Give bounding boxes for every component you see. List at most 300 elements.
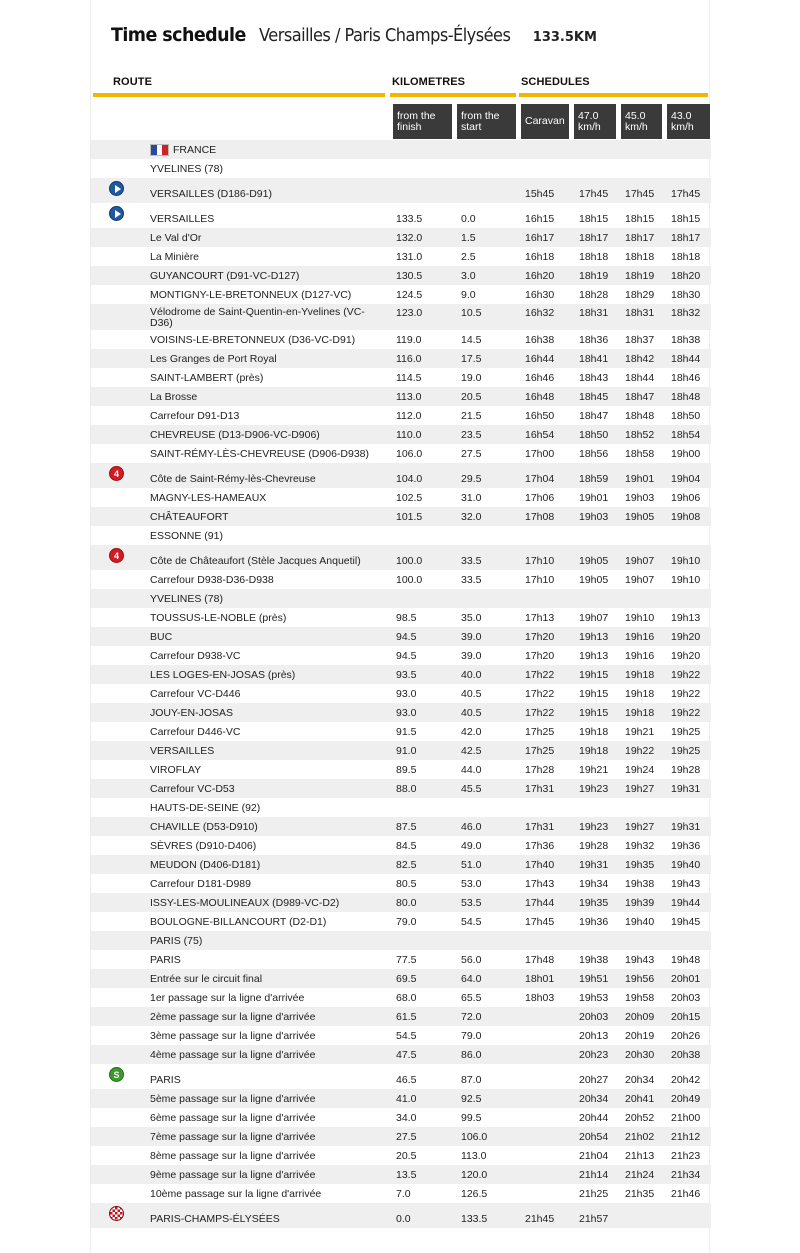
time-43kmh: 20h03: [671, 992, 701, 1004]
time-45kmh: 19h07: [625, 555, 655, 567]
location-name: VOISINS-LE-BRETONNEUX (D36-VC-D91): [150, 334, 356, 346]
km-from-finish: 84.5: [396, 840, 417, 852]
location-name: La Brosse: [150, 391, 198, 403]
time-45kmh: 19h16: [625, 631, 655, 643]
km-from-finish: 80.0: [396, 897, 417, 909]
km-from-finish: 13.5: [396, 1169, 417, 1181]
km-from-finish: 93.0: [396, 688, 417, 700]
time-47kmh: 18h31: [579, 307, 609, 319]
time-47kmh: 18h36: [579, 334, 609, 346]
time-43kmh: 18h20: [671, 270, 701, 282]
km-from-start: 0.0: [461, 213, 476, 225]
time-43kmh: 18h44: [671, 353, 701, 365]
km-from-start: 19.0: [461, 372, 482, 384]
time-47kmh: 19h13: [579, 650, 609, 662]
time-43kmh: 20h26: [671, 1030, 701, 1042]
table-row: [91, 817, 711, 836]
caravan-time: 16h54: [525, 429, 555, 441]
time-43kmh: 19h22: [671, 669, 701, 681]
time-47kmh: 18h15: [579, 213, 609, 225]
location-name: GUYANCOURT (D91-VC-D127): [150, 270, 300, 282]
table-row: [91, 570, 711, 589]
time-47kmh: 18h28: [579, 289, 609, 301]
caravan-time: 17h13: [525, 612, 555, 624]
caravan-time: 17h45: [525, 916, 555, 928]
table-row: [91, 266, 711, 285]
table-row: [91, 608, 711, 627]
time-47kmh: 19h28: [579, 840, 609, 852]
table-row: [91, 507, 711, 526]
table-row: [91, 893, 711, 912]
location-name: MONTIGNY-LE-BRETONNEUX (D127-VC): [150, 289, 352, 301]
time-47kmh: 19h36: [579, 916, 609, 928]
caravan-time: 17h36: [525, 840, 555, 852]
speed-43-column-button[interactable]: 43.0 km/h: [667, 104, 710, 139]
time-43kmh: 18h32: [671, 307, 701, 319]
km-from-finish: 116.0: [396, 353, 422, 365]
location-name: 6ème passage sur la ligne d'arrivée: [150, 1112, 316, 1124]
time-47kmh: 21h57: [579, 1213, 609, 1225]
km-from-start: 42.5: [461, 745, 482, 757]
km-from-finish: 47.5: [396, 1049, 417, 1061]
time-43kmh: 18h48: [671, 391, 701, 403]
time-schedule-panel: [90, 0, 710, 1253]
location-name: VERSAILLES: [150, 745, 215, 757]
time-45kmh: 19h22: [625, 745, 655, 757]
caravan-time: 17h31: [525, 783, 555, 795]
caravan-time: 17h22: [525, 707, 555, 719]
table-row: [91, 969, 711, 988]
time-47kmh: 19h05: [579, 555, 609, 567]
caravan-time: 18h01: [525, 973, 555, 985]
km-from-start: 79.0: [461, 1030, 482, 1042]
location-name: PARIS: [150, 1074, 181, 1086]
location-name: Carrefour D91-D13: [150, 410, 240, 422]
location-name: CHÂTEAUFORT: [150, 511, 229, 523]
location-name: Entrée sur le circuit final: [150, 973, 263, 985]
time-47kmh: 18h45: [579, 391, 609, 403]
time-45kmh: 19h27: [625, 783, 655, 795]
km-from-start: 29.5: [461, 473, 482, 485]
km-from-start: 99.5: [461, 1112, 482, 1124]
km-from-start: 3.0: [461, 270, 476, 282]
km-from-finish: 110.0: [396, 429, 422, 441]
km-from-start: 21.5: [461, 410, 482, 422]
location-name: SAINT-RÉMY-LÈS-CHEVREUSE (D906-D938): [150, 448, 370, 460]
time-43kmh: 19h08: [671, 511, 701, 523]
time-47kmh: 19h34: [579, 878, 609, 890]
km-from-finish: 124.5: [396, 289, 423, 301]
km-from-finish: 91.5: [396, 726, 417, 738]
km-from-finish: 93.0: [396, 707, 417, 719]
km-from-finish: 123.0: [396, 307, 423, 319]
caravan-time: 21h45: [525, 1213, 555, 1225]
table-row: [91, 779, 711, 798]
km-from-finish: 100.0: [396, 555, 423, 567]
km-from-finish: 130.5: [396, 270, 423, 282]
location-name: Côte de Saint-Rémy-lès-Chevreuse: [150, 473, 316, 485]
time-43kmh: 19h48: [671, 954, 701, 966]
caravan-time: 17h40: [525, 859, 555, 871]
time-43kmh: 19h10: [671, 555, 701, 567]
time-45kmh: 18h44: [625, 372, 655, 384]
time-47kmh: 19h15: [579, 688, 609, 700]
table-row: [91, 1026, 711, 1045]
time-47kmh: 19h05: [579, 574, 609, 586]
km-from-finish: 91.0: [396, 745, 417, 757]
caravan-time: 17h08: [525, 511, 555, 523]
caravan-time: 16h46: [525, 372, 555, 384]
time-43kmh: 18h18: [671, 251, 701, 263]
location-name: Les Granges de Port Royal: [150, 353, 277, 365]
location-name: 10ème passage sur la ligne d'arrivée: [150, 1188, 322, 1200]
time-45kmh: 19h18: [625, 669, 655, 681]
time-43kmh: 19h22: [671, 688, 701, 700]
time-45kmh: 20h19: [625, 1030, 655, 1042]
km-from-start: 10.5: [461, 307, 482, 319]
schedules-underline: [519, 93, 708, 97]
region-row: [91, 526, 711, 545]
table-row: [91, 836, 711, 855]
time-47kmh: 18h18: [579, 251, 609, 263]
time-45kmh: 18h52: [625, 429, 655, 441]
time-43kmh: 20h01: [671, 973, 701, 985]
km-from-finish: 100.0: [396, 574, 423, 586]
location-name: Carrefour VC-D446: [150, 688, 241, 700]
table-row: [91, 703, 711, 722]
km-from-finish: 106.0: [396, 448, 423, 460]
table-row: [91, 330, 711, 349]
caravan-time: 17h04: [525, 473, 555, 485]
time-45kmh: 19h18: [625, 688, 655, 700]
time-45kmh: 18h31: [625, 307, 655, 319]
caravan-time: 17h10: [525, 555, 555, 567]
location-name: ISSY-LES-MOULINEAUX (D989-VC-D2): [150, 897, 340, 909]
caravan-time: 16h17: [525, 232, 555, 244]
start-icon: [109, 206, 124, 221]
caravan-time: 17h31: [525, 821, 555, 833]
route-underline: [93, 93, 385, 97]
time-47kmh: 18h43: [579, 372, 609, 384]
page-title: Time schedule: [111, 24, 246, 46]
time-45kmh: 19h05: [625, 511, 655, 523]
caravan-time: 17h28: [525, 764, 555, 776]
km-from-start: 56.0: [461, 954, 482, 966]
table-row: [91, 368, 711, 387]
region-row: [91, 589, 711, 608]
country-name: FRANCE: [173, 144, 217, 156]
caravan-time: 16h50: [525, 410, 555, 422]
schedules-header: SCHEDULES: [521, 76, 590, 88]
caravan-time: 17h06: [525, 492, 555, 504]
caravan-time: 17h44: [525, 897, 555, 909]
table-row: [91, 178, 711, 203]
time-47kmh: 19h13: [579, 631, 609, 643]
time-47kmh: 19h03: [579, 511, 609, 523]
time-45kmh: 21h02: [625, 1131, 655, 1143]
climb-4-icon: 4: [109, 466, 124, 481]
region-name: PARIS (75): [150, 935, 203, 947]
km-from-finish: 89.5: [396, 764, 417, 776]
time-43kmh: 18h38: [671, 334, 701, 346]
table-row: [91, 1108, 711, 1127]
time-45kmh: 21h13: [625, 1150, 655, 1162]
time-45kmh: 19h24: [625, 764, 655, 776]
location-name: PARIS-CHAMPS-ÉLYSÉES: [150, 1213, 280, 1225]
from-start-column-button[interactable]: from the start: [457, 104, 516, 139]
time-43kmh: 19h28: [671, 764, 701, 776]
table-row: [91, 741, 711, 760]
table-row: [91, 1127, 711, 1146]
km-from-start: 35.0: [461, 612, 482, 624]
location-name: 9ème passage sur la ligne d'arrivée: [150, 1169, 316, 1181]
time-43kmh: 19h20: [671, 650, 701, 662]
caravan-time: 17h00: [525, 448, 555, 460]
location-name: SAINT-LAMBERT (près): [150, 372, 264, 384]
km-from-finish: 94.5: [396, 650, 417, 662]
caravan-time: 16h20: [525, 270, 555, 282]
table-row: [91, 1146, 711, 1165]
time-47kmh: 18h47: [579, 410, 609, 422]
table-row: [91, 285, 711, 304]
time-45kmh: 19h21: [625, 726, 655, 738]
km-from-start: 2.5: [461, 251, 476, 263]
time-45kmh: 19h16: [625, 650, 655, 662]
time-43kmh: 18h46: [671, 372, 701, 384]
km-from-start: 49.0: [461, 840, 482, 852]
km-from-start: 53.5: [461, 897, 482, 909]
km-from-start: 40.5: [461, 688, 482, 700]
speed-47-column-button[interactable]: 47.0 km/h: [574, 104, 616, 139]
km-from-start: 86.0: [461, 1049, 482, 1061]
table-row: [91, 665, 711, 684]
time-45kmh: 18h18: [625, 251, 655, 263]
time-47kmh: 19h23: [579, 783, 609, 795]
km-from-start: 54.5: [461, 916, 482, 928]
location-name: VERSAILLES (D186-D91): [150, 188, 272, 200]
table-row: [91, 387, 711, 406]
table-row: [91, 646, 711, 665]
km-from-finish: 119.0: [396, 334, 422, 346]
km-from-start: 1.5: [461, 232, 476, 244]
km-from-start: 87.0: [461, 1074, 482, 1086]
time-47kmh: 19h31: [579, 859, 609, 871]
km-from-start: 39.0: [461, 631, 482, 643]
caravan-time: 16h44: [525, 353, 555, 365]
km-from-start: 92.5: [461, 1093, 482, 1105]
time-47kmh: 20h23: [579, 1049, 609, 1061]
time-47kmh: 21h04: [579, 1150, 609, 1162]
km-from-start: 33.5: [461, 555, 482, 567]
km-from-finish: 82.5: [396, 859, 417, 871]
km-from-finish: 133.5: [396, 213, 423, 225]
table-row: [91, 874, 711, 893]
location-name: VERSAILLES: [150, 213, 215, 225]
time-43kmh: 19h13: [671, 612, 701, 624]
time-43kmh: 19h06: [671, 492, 701, 504]
time-47kmh: 17h45: [579, 188, 609, 200]
km-from-start: 31.0: [461, 492, 482, 504]
km-from-finish: 114.5: [396, 372, 422, 384]
region-name: YVELINES (78): [150, 593, 223, 605]
location-name: Carrefour D181-D989: [150, 878, 251, 890]
caravan-time: 17h22: [525, 688, 555, 700]
time-45kmh: 20h34: [625, 1074, 655, 1086]
time-47kmh: 20h27: [579, 1074, 609, 1086]
time-47kmh: 19h23: [579, 821, 609, 833]
location-name: BOULOGNE-BILLANCOURT (D2-D1): [150, 916, 327, 928]
km-from-start: 51.0: [461, 859, 482, 871]
km-from-start: 45.5: [461, 783, 482, 795]
time-45kmh: 18h15: [625, 213, 655, 225]
table-row: [91, 760, 711, 779]
time-45kmh: 18h58: [625, 448, 655, 460]
time-47kmh: 19h21: [579, 764, 609, 776]
km-from-finish: 131.0: [396, 251, 423, 263]
km-from-finish: 93.5: [396, 669, 417, 681]
table-row: [91, 988, 711, 1007]
from-finish-column-button[interactable]: from the finish: [393, 104, 452, 139]
table-row: [91, 1064, 711, 1089]
time-43kmh: 18h30: [671, 289, 701, 301]
location-name: PARIS: [150, 954, 181, 966]
km-from-start: 42.0: [461, 726, 482, 738]
time-43kmh: 20h42: [671, 1074, 701, 1086]
km-from-start: 44.0: [461, 764, 482, 776]
time-45kmh: 21h24: [625, 1169, 655, 1181]
time-45kmh: 19h39: [625, 897, 655, 909]
time-45kmh: 21h35: [625, 1188, 655, 1200]
time-43kmh: 19h36: [671, 840, 701, 852]
time-45kmh: 18h42: [625, 353, 655, 365]
caravan-time: 17h10: [525, 574, 555, 586]
km-from-start: 39.0: [461, 650, 482, 662]
caravan-time: 15h45: [525, 188, 555, 200]
table-row: [91, 228, 711, 247]
climb-4-icon: 4: [109, 548, 124, 563]
time-43kmh: 18h54: [671, 429, 701, 441]
france-flag-icon: [150, 144, 169, 156]
caravan-time: 17h22: [525, 669, 555, 681]
speed-45-column-button[interactable]: 45.0 km/h: [621, 104, 662, 139]
start-icon: [109, 181, 124, 196]
time-43kmh: 20h15: [671, 1011, 701, 1023]
time-45kmh: 20h09: [625, 1011, 655, 1023]
time-47kmh: 20h54: [579, 1131, 609, 1143]
km-from-start: 40.0: [461, 669, 482, 681]
km-from-start: 17.5: [461, 353, 482, 365]
time-43kmh: 21h12: [671, 1131, 701, 1143]
time-45kmh: 18h29: [625, 289, 655, 301]
time-43kmh: 19h00: [671, 448, 701, 460]
table-row: [91, 855, 711, 874]
location-name: CHEVREUSE (D13-D906-VC-D906): [150, 429, 320, 441]
km-from-finish: 98.5: [396, 612, 417, 624]
time-47kmh: 18h50: [579, 429, 609, 441]
finish-icon: [109, 1206, 124, 1221]
location-name: Carrefour D938-VC: [150, 650, 241, 662]
region-row: [91, 798, 711, 817]
caravan-time: 16h18: [525, 251, 555, 263]
km-from-start: 72.0: [461, 1011, 482, 1023]
region-row: [91, 159, 711, 178]
table-row: [91, 1089, 711, 1108]
km-from-finish: 101.5: [396, 511, 423, 523]
table-row: [91, 463, 711, 488]
caravan-time: 18h03: [525, 992, 555, 1004]
location-name: 5ème passage sur la ligne d'arrivée: [150, 1093, 316, 1105]
time-47kmh: 18h17: [579, 232, 609, 244]
stage-name: Versailles / Paris Champs-Élysées: [259, 25, 511, 46]
time-43kmh: 19h20: [671, 631, 701, 643]
km-from-finish: 41.0: [396, 1093, 417, 1105]
location-name: La Minière: [150, 251, 200, 263]
km-from-finish: 88.0: [396, 783, 417, 795]
km-from-finish: 94.5: [396, 631, 417, 643]
km-from-finish: 112.0: [396, 410, 422, 422]
time-47kmh: 20h44: [579, 1112, 609, 1124]
km-from-start: 27.5: [461, 448, 482, 460]
time-47kmh: 21h25: [579, 1188, 609, 1200]
km-from-start: 133.5: [461, 1213, 488, 1225]
location-name: MAGNY-LES-HAMEAUX: [150, 492, 267, 504]
km-from-start: 14.5: [461, 334, 482, 346]
km-from-finish: 77.5: [396, 954, 417, 966]
kilometres-underline: [390, 93, 516, 97]
time-43kmh: 19h25: [671, 726, 701, 738]
time-45kmh: 19h03: [625, 492, 655, 504]
caravan-column-button[interactable]: Caravan: [521, 104, 569, 139]
km-from-start: 113.0: [461, 1150, 487, 1162]
time-45kmh: 20h41: [625, 1093, 655, 1105]
km-from-start: 53.0: [461, 878, 482, 890]
km-from-finish: 68.0: [396, 992, 417, 1004]
table-row: [91, 444, 711, 463]
title-row: [111, 24, 597, 54]
location-name: BUC: [150, 631, 173, 643]
time-43kmh: 19h04: [671, 473, 701, 485]
route-header: ROUTE: [113, 76, 152, 88]
location-name: 7ème passage sur la ligne d'arrivée: [150, 1131, 316, 1143]
caravan-time: 17h43: [525, 878, 555, 890]
km-from-finish: 69.5: [396, 973, 417, 985]
time-45kmh: 19h32: [625, 840, 655, 852]
caravan-time: 17h48: [525, 954, 555, 966]
caravan-time: 16h38: [525, 334, 555, 346]
time-45kmh: 19h18: [625, 707, 655, 719]
time-43kmh: 19h31: [671, 783, 701, 795]
time-47kmh: 19h51: [579, 973, 609, 985]
time-45kmh: 19h07: [625, 574, 655, 586]
time-45kmh: 19h56: [625, 973, 655, 985]
location-name: CHAVILLE (D53-D910): [150, 821, 258, 833]
km-from-finish: 20.5: [396, 1150, 417, 1162]
time-45kmh: 19h40: [625, 916, 655, 928]
time-43kmh: 18h17: [671, 232, 701, 244]
km-from-start: 46.0: [461, 821, 482, 833]
km-from-start: 106.0: [461, 1131, 488, 1143]
time-47kmh: 20h03: [579, 1011, 609, 1023]
time-43kmh: 17h45: [671, 188, 701, 200]
caravan-time: 17h20: [525, 631, 555, 643]
km-from-start: 9.0: [461, 289, 476, 301]
time-45kmh: 19h10: [625, 612, 655, 624]
time-45kmh: 19h35: [625, 859, 655, 871]
km-from-start: 120.0: [461, 1169, 488, 1181]
table-row: [91, 1184, 711, 1203]
time-45kmh: 19h38: [625, 878, 655, 890]
time-47kmh: 20h13: [579, 1030, 609, 1042]
